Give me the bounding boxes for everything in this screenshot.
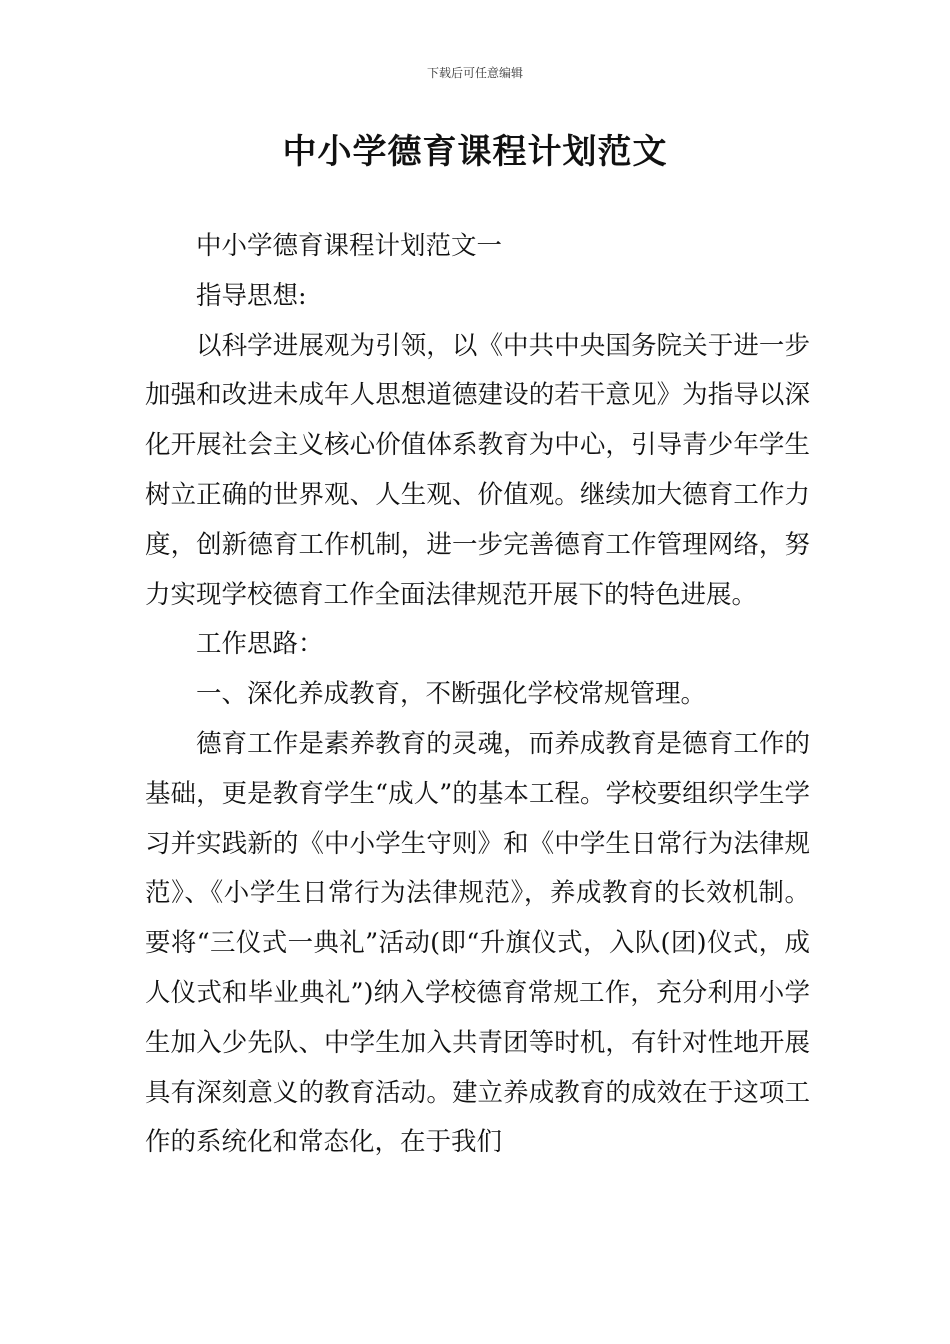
body-paragraph: 德育工作是素养教育的灵魂，而养成教育是德育工作的基础，更是教育学生“成人”的基本工程。学校要组织学生学习并实践新的《中小学生守则》和《中学生日常行为法律规范》、《小学生日常行为法律规范》，养成教育的长效机制。要将“三仪式一典礼”活动(即“升旗仪式，入队(团)仪式，成人仪式和毕业典礼”)纳入学校德育常规工作，充分利用小学生加入少先队、中学生加入共青团等时机，有针对性地开展具有深刻意义的教育活动。建立养成教育的成效在于这项工作的系统化和常态化，在于我们: [145, 728, 810, 1158]
header-note: 下载后可任意编辑: [426, 66, 523, 80]
document-body: [145, 222, 810, 1168]
body-paragraph: 以科学进展观为引领，以《中共中央国务院关于进一步加强和改进未成年人思想道德建设的若干意见》为指导以深化开展社会主义核心价值体系教育为中心，引导青少年学生树立正确的世界观、人生观、价值观。继续加大德育工作力度，创新德育工作机制，进一步完善德育工作管理网络，努力实现学校德育工作全面法律规范开展下的特色进展。: [145, 330, 810, 610]
document-title: 中小学德育课程计划范文: [282, 132, 668, 172]
section-heading-item-one: 一、深化养成教育，不断强化学校常规管理。: [196, 679, 707, 710]
subtitle-paragraph: 中小学德育课程计划范文一: [196, 231, 503, 261]
section-heading-work-approach: 工作思路：: [196, 629, 324, 660]
section-heading-guiding-thought: 指导思想:: [196, 280, 307, 311]
